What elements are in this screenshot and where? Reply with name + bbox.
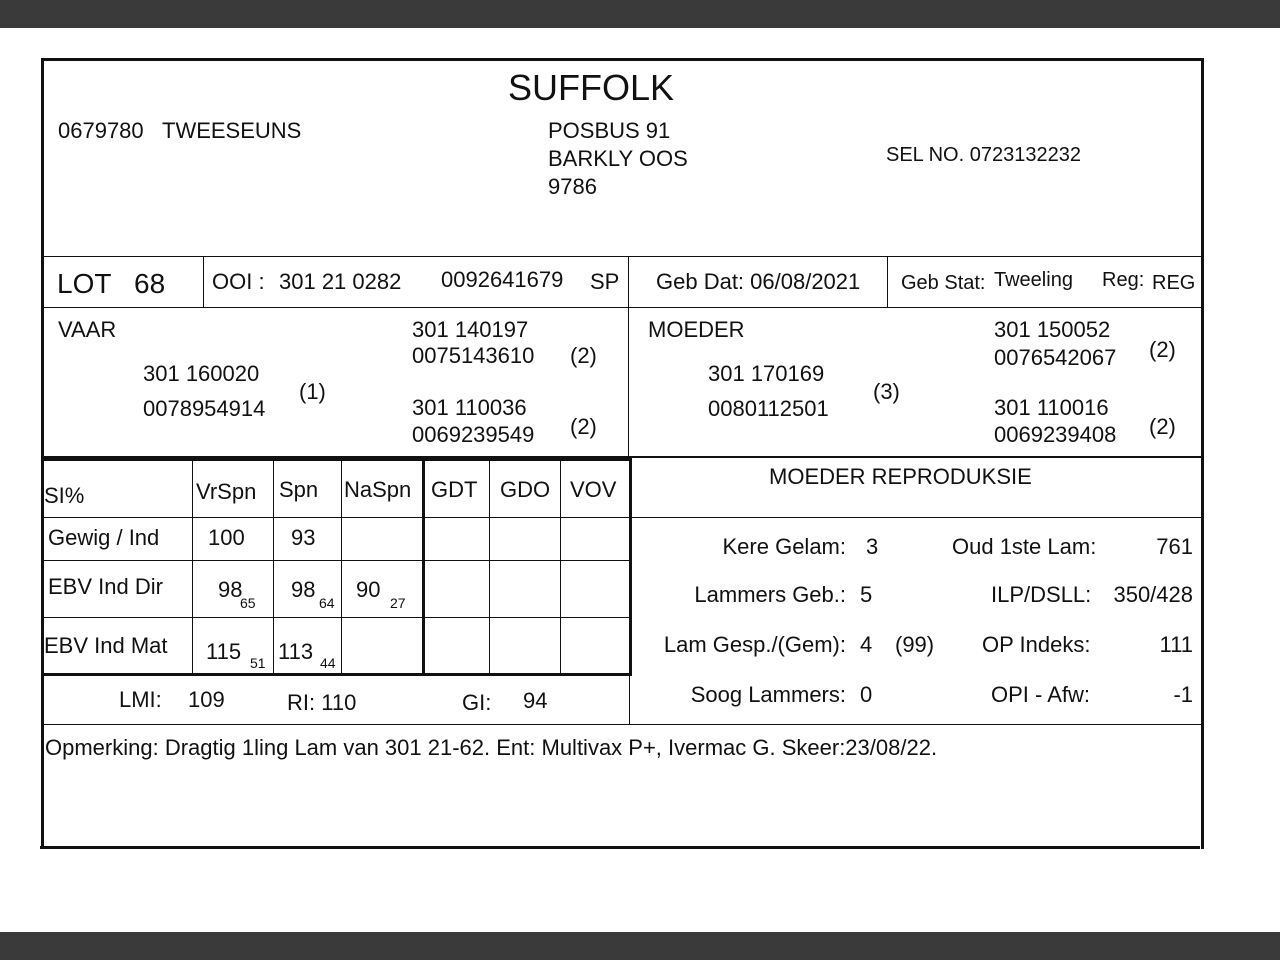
gi-label: GI: [462, 690, 492, 715]
gesp-average: (99) [895, 632, 935, 657]
lammers-value: 5 [860, 582, 873, 607]
moeder-label: MOEDER [648, 317, 745, 342]
ooi-number: 301 21 0282 [279, 269, 402, 294]
gesp-label: Lam Gesp./(Gem): [663, 632, 846, 657]
row-ebv-dir-spn: 98 [291, 577, 316, 602]
border-right [1201, 58, 1204, 849]
lot-row-divider-1 [203, 257, 204, 307]
si-table-top [44, 458, 632, 461]
si-table-bottom [44, 673, 632, 676]
row-ebv-dir-naspn: 90 [356, 577, 381, 602]
row-ebv-mat-vrspn-acc: 51 [250, 655, 266, 671]
soog-value: 0 [860, 682, 873, 707]
moeder-dam-id: 301 110016 [994, 395, 1109, 420]
vaar-dam-birth: (2) [570, 414, 597, 439]
lmi-value: 109 [188, 687, 225, 712]
si-col-line-6 [560, 460, 561, 674]
si-col-line-1 [192, 460, 193, 674]
remarks-text: Opmerking: Dragtig 1ling Lam van 301 21-62. Ent: Multivax P+, Ivermac G. Skeer:23/08/22. [45, 735, 938, 760]
kere-value: 3 [866, 534, 879, 559]
repro-title: MOEDER REPRODUKSIE [769, 464, 1032, 489]
row-ebv-dir-naspn-acc: 27 [390, 595, 406, 611]
op-label: OP Indeks: [982, 632, 1091, 657]
reg-value: REG [1152, 272, 1196, 294]
vaar-label: VAAR [58, 317, 117, 342]
moeder-dam-birth: (2) [1149, 414, 1176, 439]
vaar-sire-reg: 0075143610 [412, 343, 535, 368]
si-corner-label: SI% [44, 483, 85, 508]
col-gdt: GDT [431, 477, 478, 502]
ilp-value: 350/428 [1113, 582, 1193, 607]
row-ebv-dir-spn-acc: 64 [319, 595, 335, 611]
moeder-sire-birth: (2) [1149, 337, 1176, 362]
col-gdo: GDO [500, 477, 551, 502]
lot-number: 68 [134, 268, 166, 299]
border-bottom [40, 846, 1200, 849]
birth-status-label: Geb Stat: [901, 272, 986, 294]
row-gewig-label: Gewig / Ind [48, 525, 160, 550]
row-ebv-dir-vrspn: 98 [218, 577, 243, 602]
moeder-sire-reg: 0076542067 [994, 345, 1117, 370]
oud-label: Oud 1ste Lam: [952, 534, 1097, 559]
lmi-label: LMI: [119, 687, 162, 712]
title: SUFFOLK [508, 67, 675, 108]
si-col-line-2 [273, 460, 274, 674]
si-row-line-2 [44, 560, 630, 561]
kere-label: Kere Gelam: [722, 534, 846, 559]
moeder-id: 301 170169 [708, 361, 825, 386]
address-line-1: POSBUS 91 [548, 118, 671, 143]
row-gewig-vrspn: 100 [208, 525, 245, 550]
lammers-label: Lammers Geb.: [694, 582, 846, 607]
vaar-id: 301 160020 [143, 361, 260, 386]
moeder-sire-id: 301 150052 [994, 317, 1111, 342]
birth-date: Geb Dat: 06/08/2021 [656, 269, 861, 294]
lot-row-divider-2 [628, 257, 629, 307]
op-value: 111 [1159, 632, 1193, 657]
si-col-line-3 [341, 460, 342, 674]
divider-remarks [44, 724, 1202, 725]
gi-value: 94 [523, 688, 548, 713]
reg-label: Reg: [1102, 269, 1145, 291]
ri-value: RI: 110 [287, 690, 357, 715]
vaar-sire-id: 301 140197 [412, 317, 529, 342]
ooi-reg-id: 0092641679 [441, 267, 564, 292]
border-top [42, 58, 1204, 61]
divider-header [44, 256, 1202, 257]
divider-lot [44, 307, 1202, 308]
si-row-line-1 [44, 517, 630, 518]
col-vrspn: VrSpn [196, 479, 257, 504]
moeder-dam-reg: 0069239408 [994, 422, 1117, 447]
oud-value: 761 [1156, 534, 1193, 559]
row-ebv-mat-vrspn: 115 [206, 639, 242, 664]
row-ebv-dir-vrspn-acc: 65 [240, 595, 256, 611]
sel-number: SEL NO. 0723132232 [886, 144, 1081, 166]
vaar-sire-birth: (2) [570, 343, 597, 368]
ilp-label: ILP/DSLL: [991, 582, 1092, 607]
gesp-value: 4 [860, 632, 873, 657]
vaar-dam-reg: 0069239549 [412, 422, 535, 447]
address-line-3: 9786 [548, 174, 597, 199]
row-gewig-spn: 93 [291, 525, 316, 550]
vaar-dam-id: 301 110036 [412, 395, 527, 420]
si-col-line-4 [422, 460, 425, 674]
si-col-line-5 [489, 460, 490, 674]
soog-label: Soog Lammers: [690, 682, 846, 707]
opi-label: OPI - Afw: [991, 682, 1091, 707]
border-left [41, 58, 44, 849]
row-ebv-mat-label: EBV Ind Mat [44, 633, 168, 658]
opi-value: -1 [1173, 682, 1193, 707]
moeder-reg: 0080112501 [708, 396, 829, 421]
birth-status: Tweeling [994, 269, 1073, 291]
moeder-birth: (3) [873, 379, 900, 404]
row-ebv-dir-label: EBV Ind Dir [48, 574, 163, 599]
ooi-label: OOI : [212, 269, 265, 294]
vaar-reg: 0078954914 [143, 396, 266, 421]
lot-label: LOT [57, 268, 112, 299]
vaar-birth: (1) [299, 379, 326, 404]
owner-name: TWEESEUNS [162, 118, 302, 143]
pedigree-divider [628, 308, 629, 456]
col-vov: VOV [570, 477, 617, 502]
row-ebv-mat-spn-acc: 44 [320, 655, 336, 671]
ooi-code: SP [590, 269, 620, 294]
divider-repro-title [630, 517, 1202, 518]
address-line-2: BARKLY OOS [548, 146, 688, 171]
si-row-line-3 [44, 617, 630, 618]
col-naspn: NaSpn [344, 477, 412, 502]
owner-code: 0679780 [58, 118, 144, 143]
lot-row-divider-3 [887, 257, 888, 307]
col-spn: Spn [279, 477, 319, 502]
row-ebv-mat-spn: 113 [278, 639, 314, 664]
